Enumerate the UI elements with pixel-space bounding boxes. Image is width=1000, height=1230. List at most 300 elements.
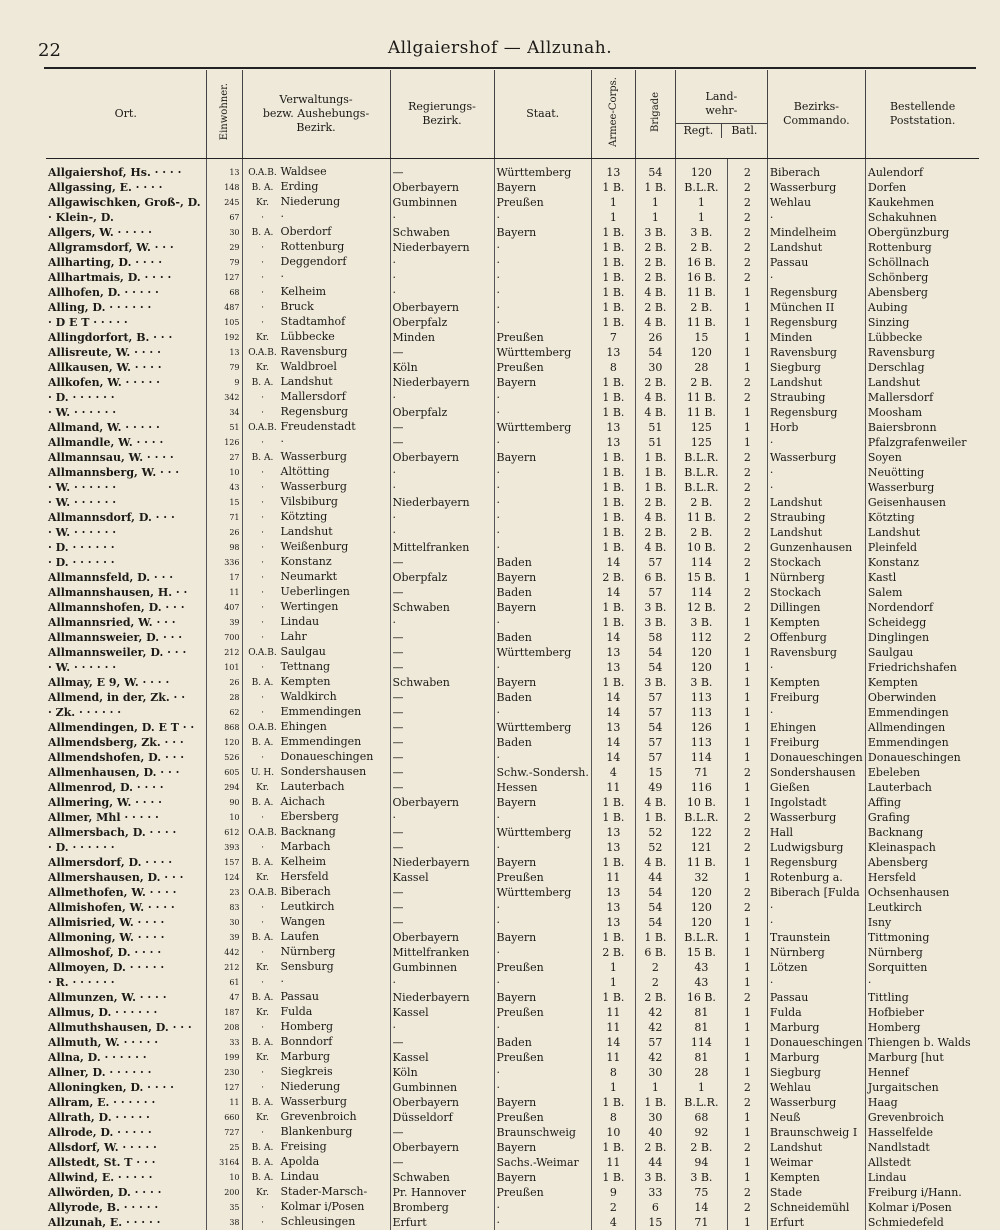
cell-government-district: Oberbayern [390,930,494,945]
cell-admin-district [242,300,390,315]
cell-admin-district [242,570,390,585]
cell-population: 10 [206,810,242,825]
cell-state: · [494,210,591,225]
cell-district-command: · [767,705,865,720]
cell-landwehr-battalion: 2 [727,480,767,495]
cell-army-corps: 2 B. [591,945,635,960]
cell-admin-name: Ravensburg [281,345,348,358]
cell-admin-name: Niederung [281,195,341,208]
cell-army-corps: 1 B. [591,255,635,270]
cell-brigade: 4 B. [635,510,675,525]
cell-army-corps: 1 B. [591,510,635,525]
cell-landwehr-regiment: 125 [675,420,727,435]
cell-post-station: Grafing [865,810,979,825]
cell-admin-type: O.A.B. [245,347,281,360]
cell-admin-district [242,765,390,780]
cell-admin-name: Donaueschingen [281,750,374,763]
cell-government-district: Kassel [390,1005,494,1020]
cell-state: Bayern [494,1170,591,1185]
col-batl: Batl. [722,124,767,138]
cell-landwehr-battalion: 2 [727,375,767,390]
table-row [46,825,979,840]
cell-admin-district [242,1095,390,1110]
cell-brigade: 57 [635,1035,675,1050]
cell-admin-district [242,930,390,945]
cell-army-corps: 2 [591,1200,635,1215]
cell-state: Braunschweig [494,1125,591,1140]
cell-landwehr-regiment: 11 B. [675,510,727,525]
cell-place-name: Allmannshausen, H. · · [46,585,206,600]
cell-admin-district [242,1170,390,1185]
cell-state: Preußen [494,1110,591,1125]
cell-brigade: 1 [635,210,675,225]
cell-district-command: Biberach [767,159,865,181]
cell-admin-district [242,675,390,690]
cell-government-district: — [390,765,494,780]
cell-landwehr-regiment: 125 [675,435,727,450]
cell-landwehr-regiment: B.L.R. [675,810,727,825]
cell-admin-type: B. A. [245,227,281,240]
col-regierung: Regierungs- Bezirk. [390,70,494,159]
cell-district-command: Wasserburg [767,180,865,195]
cell-district-command: Regensburg [767,405,865,420]
cell-landwehr-battalion: 1 [727,1050,767,1065]
cell-army-corps: 14 [591,735,635,750]
cell-government-district: · [390,285,494,300]
cell-army-corps: 1 B. [591,300,635,315]
cell-district-command: Landshut [767,375,865,390]
cell-admin-district [242,750,390,765]
cell-admin-name: Lahr [281,630,307,643]
table-row [46,660,979,675]
cell-district-command: Regensburg [767,315,865,330]
cell-landwehr-regiment: B.L.R. [675,930,727,945]
cell-state: Schw.-Sondersh. [494,765,591,780]
cell-landwehr-regiment: 2 B. [675,525,727,540]
cell-admin-district [242,435,390,450]
cell-post-station: Nordendorf [865,600,979,615]
cell-admin-name: · [281,975,285,988]
cell-post-station: Sinzing [865,315,979,330]
table-row [46,600,979,615]
cell-government-district: Düsseldorf [390,1110,494,1125]
cell-population: 10 [206,1170,242,1185]
cell-landwehr-battalion: 2 [727,900,767,915]
cell-admin-type: · [245,557,281,570]
cell-landwehr-regiment: 11 B. [675,315,727,330]
cell-population: 212 [206,960,242,975]
cell-admin-name: Wasserburg [281,1095,347,1108]
cell-government-district: Oberbayern [390,180,494,195]
cell-place-name: Allmannsried, W. · · · [46,615,206,630]
table-row [46,1035,979,1050]
cell-district-command: · [767,465,865,480]
cell-admin-district [242,210,390,225]
cell-landwehr-battalion: 1 [727,285,767,300]
cell-state: Bayern [494,225,591,240]
cell-brigade: 44 [635,870,675,885]
cell-landwehr-regiment: 1 [675,1080,727,1095]
cell-landwehr-battalion: 2 [727,465,767,480]
cell-admin-district [242,420,390,435]
cell-district-command: Gunzenhausen [767,540,865,555]
cell-landwehr-regiment: 75 [675,1185,727,1200]
cell-landwehr-regiment: 120 [675,900,727,915]
cell-place-name: Allmuth, W. · · · · · [46,1035,206,1050]
cell-district-command: Erfurt [767,1215,865,1230]
cell-admin-type: · [245,512,281,525]
cell-district-command: Dillingen [767,600,865,615]
cell-district-command: Regensburg [767,855,865,870]
cell-landwehr-battalion: 1 [727,330,767,345]
cell-admin-type: Kr. [245,197,281,210]
cell-landwehr-regiment: 113 [675,705,727,720]
cell-place-name: Allmannsberg, W. · · · [46,465,206,480]
cell-army-corps: 1 B. [591,495,635,510]
table-row [46,360,979,375]
cell-state: · [494,660,591,675]
cell-admin-type: · [245,692,281,705]
table-row [46,990,979,1005]
cell-admin-district [242,405,390,420]
cell-landwehr-regiment: 113 [675,735,727,750]
cell-landwehr-battalion: 2 [727,525,767,540]
cell-admin-name: Mallersdorf [281,390,346,403]
cell-army-corps: 1 B. [591,795,635,810]
cell-brigade: 2 B. [635,990,675,1005]
table-row [46,285,979,300]
cell-brigade: 1 B. [635,180,675,195]
cell-government-district: — [390,660,494,675]
cell-admin-name: Lindau [281,1170,320,1183]
cell-landwehr-battalion: 1 [727,960,767,975]
cell-post-station: Saulgau [865,645,979,660]
cell-brigade: 4 B. [635,795,675,810]
cell-population: 148 [206,180,242,195]
cell-state: Württemberg [494,885,591,900]
cell-state: · [494,810,591,825]
cell-population: 23 [206,885,242,900]
cell-district-command: Nürnberg [767,570,865,585]
cell-brigade: 54 [635,660,675,675]
cell-army-corps: 13 [591,420,635,435]
table-row [46,855,979,870]
cell-population: 68 [206,285,242,300]
cell-population: 342 [206,390,242,405]
cell-admin-district [242,870,390,885]
cell-admin-district [242,495,390,510]
cell-brigade: 2 B. [635,255,675,270]
cell-district-command: Landshut [767,525,865,540]
cell-district-command: Siegburg [767,1065,865,1080]
cell-population: 120 [206,735,242,750]
cell-admin-district [242,615,390,630]
cell-state: · [494,480,591,495]
cell-admin-type: · [245,437,281,450]
cell-landwehr-battalion: 1 [727,615,767,630]
cell-brigade: 1 B. [635,465,675,480]
cell-population: 27 [206,450,242,465]
cell-district-command: Sondershausen [767,765,865,780]
cell-landwehr-regiment: 16 B. [675,270,727,285]
cell-place-name: Allmering, W. · · · · [46,795,206,810]
cell-post-station: Donaueschingen [865,750,979,765]
cell-post-station: Schönberg [865,270,979,285]
cell-post-station: Oberwinden [865,690,979,705]
cell-landwehr-regiment: 3 B. [675,225,727,240]
cell-landwehr-battalion: 1 [727,1005,767,1020]
cell-post-station: Leutkirch [865,900,979,915]
cell-admin-district [242,1140,390,1155]
table-row [46,330,979,345]
cell-district-command: Straubing [767,390,865,405]
col-post: Bestellende Poststation. [865,70,979,159]
cell-brigade: 2 B. [635,1140,675,1155]
cell-place-name: Allsdorf, W. · · · · · [46,1140,206,1155]
cell-state: · [494,1080,591,1095]
cell-district-command: Wasserburg [767,810,865,825]
cell-state: · [494,315,591,330]
cell-population: 294 [206,780,242,795]
cell-place-name: Allner, D. · · · · · · [46,1065,206,1080]
cell-population: 3164 [206,1155,242,1170]
cell-admin-district [242,585,390,600]
cell-admin-name: Siegkreis [281,1065,333,1078]
cell-landwehr-regiment: 12 B. [675,600,727,615]
cell-post-station: Affing [865,795,979,810]
cell-state: Baden [494,555,591,570]
cell-district-command: Landshut [767,1140,865,1155]
cell-state: · [494,405,591,420]
table-row [46,1215,979,1230]
cell-landwehr-battalion: 2 [727,1200,767,1215]
cell-army-corps: 1 B. [591,1095,635,1110]
cell-population: 79 [206,360,242,375]
cell-population: 192 [206,330,242,345]
cell-state: · [494,495,591,510]
cell-admin-type: · [245,812,281,825]
cell-state: Preußen [494,960,591,975]
cell-post-station: Freiburg i/Hann. [865,1185,979,1200]
cell-admin-type: Kr. [245,362,281,375]
cell-district-command: Ravensburg [767,345,865,360]
cell-post-station: Nandlstadt [865,1140,979,1155]
table-row [46,930,979,945]
cell-state: Preußen [494,360,591,375]
cell-district-command: Schneidemühl [767,1200,865,1215]
cell-admin-district [242,450,390,465]
table-row [46,540,979,555]
cell-admin-type: · [245,1127,281,1140]
cell-post-station: Tittling [865,990,979,1005]
cell-admin-name: Biberach [281,885,331,898]
cell-state: · [494,465,591,480]
cell-district-command: Kempten [767,1170,865,1185]
cell-admin-name: · [281,435,285,448]
cell-government-district: Bromberg [390,1200,494,1215]
cell-army-corps: 14 [591,705,635,720]
cell-state: Bayern [494,930,591,945]
table-row [46,645,979,660]
cell-admin-name: Sensburg [281,960,334,973]
cell-government-district: Mittelfranken [390,945,494,960]
cell-landwehr-battalion: 2 [727,1080,767,1095]
cell-admin-district [242,159,390,181]
cell-place-name: Allmend, in der, Zk. · · [46,690,206,705]
cell-army-corps: 1 B. [591,465,635,480]
cell-admin-name: Weißenburg [281,540,349,553]
cell-place-name: · Klein-, D. [46,210,206,225]
cell-place-name: Allhofen, D. · · · · · [46,285,206,300]
cell-place-name: Allmannsau, W. · · · · [46,450,206,465]
cell-landwehr-battalion: 2 [727,510,767,525]
cell-state: · [494,840,591,855]
cell-brigade: 42 [635,1020,675,1035]
cell-landwehr-regiment: 120 [675,885,727,900]
cell-admin-name: Bruck [281,300,314,313]
cell-state: Bayern [494,855,591,870]
header-row [46,70,979,159]
cell-brigade: 6 [635,1200,675,1215]
cell-government-district: — [390,840,494,855]
cell-place-name: Allrode, D. · · · · · [46,1125,206,1140]
cell-place-name: Allmoning, W. · · · · [46,930,206,945]
cell-government-district: · [390,510,494,525]
cell-place-name: Allmannsweiler, D. · · · [46,645,206,660]
cell-landwehr-battalion: 2 [727,450,767,465]
cell-landwehr-battalion: 2 [727,885,767,900]
table-row [46,1140,979,1155]
cell-admin-district [242,1125,390,1140]
cell-brigade: 30 [635,360,675,375]
cell-government-district: — [390,1035,494,1050]
cell-admin-type: · [245,482,281,495]
cell-population: 71 [206,510,242,525]
cell-landwehr-battalion: 1 [727,915,767,930]
cell-army-corps: 13 [591,435,635,450]
cell-army-corps: 13 [591,825,635,840]
cell-army-corps: 13 [591,345,635,360]
cell-population: 26 [206,525,242,540]
cell-brigade: 4 B. [635,315,675,330]
cell-admin-name: Marbach [281,840,331,853]
cell-state: · [494,435,591,450]
cell-admin-type: B. A. [245,1172,281,1185]
cell-government-district: — [390,705,494,720]
cell-government-district: · [390,810,494,825]
cell-landwehr-battalion: 2 [727,210,767,225]
cell-brigade: 1 B. [635,480,675,495]
cell-admin-name: Passau [281,990,319,1003]
cell-admin-type: · [245,212,281,225]
cell-admin-district [242,390,390,405]
cell-army-corps: 1 B. [591,540,635,555]
cell-post-station: Derschlag [865,360,979,375]
cell-post-station: Abensberg [865,285,979,300]
cell-state: Preußen [494,330,591,345]
cell-army-corps: 8 [591,1110,635,1125]
cell-admin-district [242,915,390,930]
cell-landwehr-battalion: 1 [727,750,767,765]
cell-army-corps: 13 [591,660,635,675]
cell-army-corps: 9 [591,1185,635,1200]
cell-population: 39 [206,615,242,630]
cell-district-command: Minden [767,330,865,345]
cell-post-station: Ebeleben [865,765,979,780]
cell-government-district: Minden [390,330,494,345]
cell-brigade: 26 [635,330,675,345]
cell-admin-type: B. A. [245,1142,281,1155]
cell-admin-name: Waldsee [281,165,327,178]
cell-landwehr-battalion: 2 [727,825,767,840]
cell-state: Baden [494,630,591,645]
cell-government-district: Pr. Hannover [390,1185,494,1200]
cell-district-command: Mindelheim [767,225,865,240]
cell-landwehr-battalion: 2 [727,585,767,600]
gazetteer-table [46,70,979,1230]
cell-district-command: Landshut [767,240,865,255]
cell-population: 660 [206,1110,242,1125]
cell-landwehr-regiment: 94 [675,1155,727,1170]
cell-district-command: Stockach [767,555,865,570]
cell-landwehr-regiment: 116 [675,780,727,795]
cell-landwehr-regiment: 28 [675,1065,727,1080]
cell-district-command: Stockach [767,585,865,600]
cell-population: 700 [206,630,242,645]
cell-landwehr-battalion: 1 [727,975,767,990]
cell-brigade: 44 [635,1155,675,1170]
cell-landwehr-regiment: 3 B. [675,1170,727,1185]
cell-post-station: Hasselfelde [865,1125,979,1140]
cell-population: 442 [206,945,242,960]
cell-place-name: Allmunzen, W. · · · · [46,990,206,1005]
cell-state: Preußen [494,1050,591,1065]
cell-admin-type: · [245,1217,281,1230]
cell-government-district: — [390,645,494,660]
cell-state: · [494,1200,591,1215]
table-row [46,1020,979,1035]
cell-admin-district [242,1080,390,1095]
cell-admin-district [242,780,390,795]
cell-brigade: 1 B. [635,810,675,825]
cell-post-station: Geisenhausen [865,495,979,510]
cell-admin-district [242,270,390,285]
cell-place-name: · W. · · · · · · [46,495,206,510]
cell-army-corps: 1 [591,195,635,210]
cell-brigade: 15 [635,765,675,780]
cell-population: 35 [206,1200,242,1215]
cell-state: Bayern [494,600,591,615]
table-row [46,720,979,735]
cell-district-command: Donaueschingen [767,1035,865,1050]
cell-post-station: Hersfeld [865,870,979,885]
cell-admin-type: B. A. [245,992,281,1005]
cell-place-name: Allkofen, W. · · · · · [46,375,206,390]
cell-army-corps: 4 [591,1215,635,1230]
cell-government-district: Oberpfalz [390,570,494,585]
cell-place-name: Allmus, D. · · · · · · [46,1005,206,1020]
cell-landwehr-battalion: 1 [727,1125,767,1140]
cell-army-corps: 1 B. [591,675,635,690]
cell-admin-name: Fulda [281,1005,313,1018]
cell-admin-name: Emmendingen [281,705,362,718]
cell-admin-type: B. A. [245,857,281,870]
cell-admin-name: Wasserburg [281,480,347,493]
table-row [46,1170,979,1185]
cell-admin-type: U. H. [245,767,281,780]
cell-admin-district [242,255,390,270]
cell-landwehr-battalion: 1 [727,1170,767,1185]
